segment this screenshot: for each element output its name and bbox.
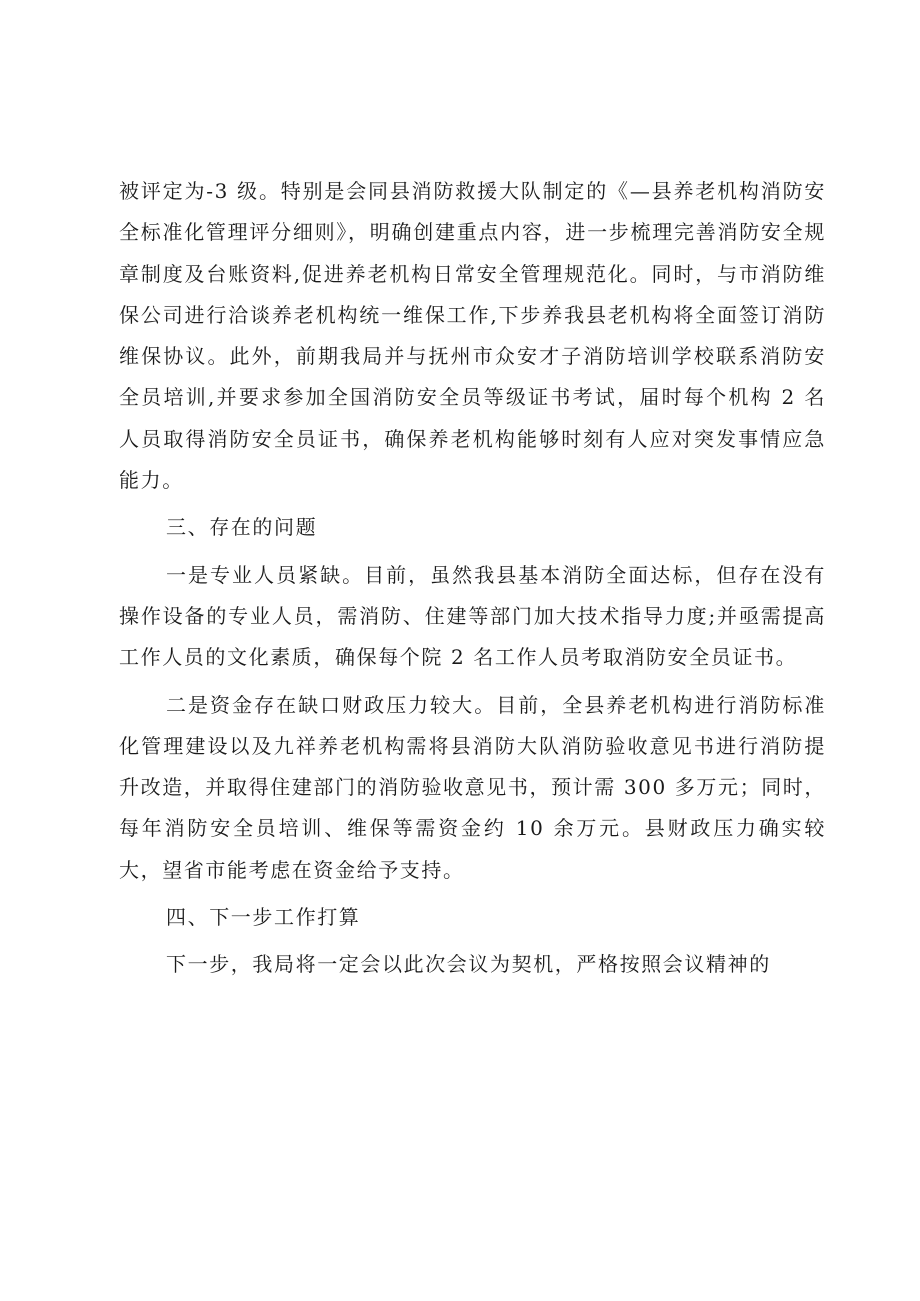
paragraph-next-steps: 下一步，我局将一定会以此次会议为契机，严格按照会议精神的: [166, 952, 771, 977]
paragraph-funding-gap: 二是资金存在缺口财政压力较大。目前，全县养老机构进行消防标准化管理建设以及九祥养老机构需将县消防大队消防验收意见书进行消防提升改造，并取得住建部门的消防验收意见书，预计需 300 多万元；同时，每年消防安全员培训、维保等需资金约 10 余万元。县财政压力确实较大，望省市能考虑在资金给予支持。: [119, 692, 826, 882]
document-body: [119, 171, 826, 986]
paragraph-continuation: 被评定为-3 级。特别是会同县消防救援大队制定的《—县养老机构消防安全标准化管理评分细则》，明确创建重点内容，进一步梳理完善消防安全规章制度及台账资料,促进养老机构日常安全管理规范化。同时，与市消防维保公司进行洽谈养老机构统一维保工作,下步养我县老机构将全面签订消防维保协议。此外，前期我局并与抚州市众安才子消防培训学校联系消防安全员培训,并要求参加全国消防安全员等级证书考试，届时每个机构 2 名人员取得消防安全员证书，确保养老机构能够时刻有人应对突发事情应急能力。: [119, 179, 826, 493]
paragraph-staff-shortage: 一是专业人员紧缺。目前，虽然我县基本消防全面达标，但存在没有操作设备的专业人员，需消防、住建等部门加大技术指导力度;并亟需提高工作人员的文化素质，确保每个院 2 名工作人员考取消防安全员证书。: [119, 562, 826, 670]
section-heading-problems: 三、存在的问题: [166, 515, 318, 540]
section-heading-next-steps: 四、下一步工作打算: [166, 905, 361, 930]
